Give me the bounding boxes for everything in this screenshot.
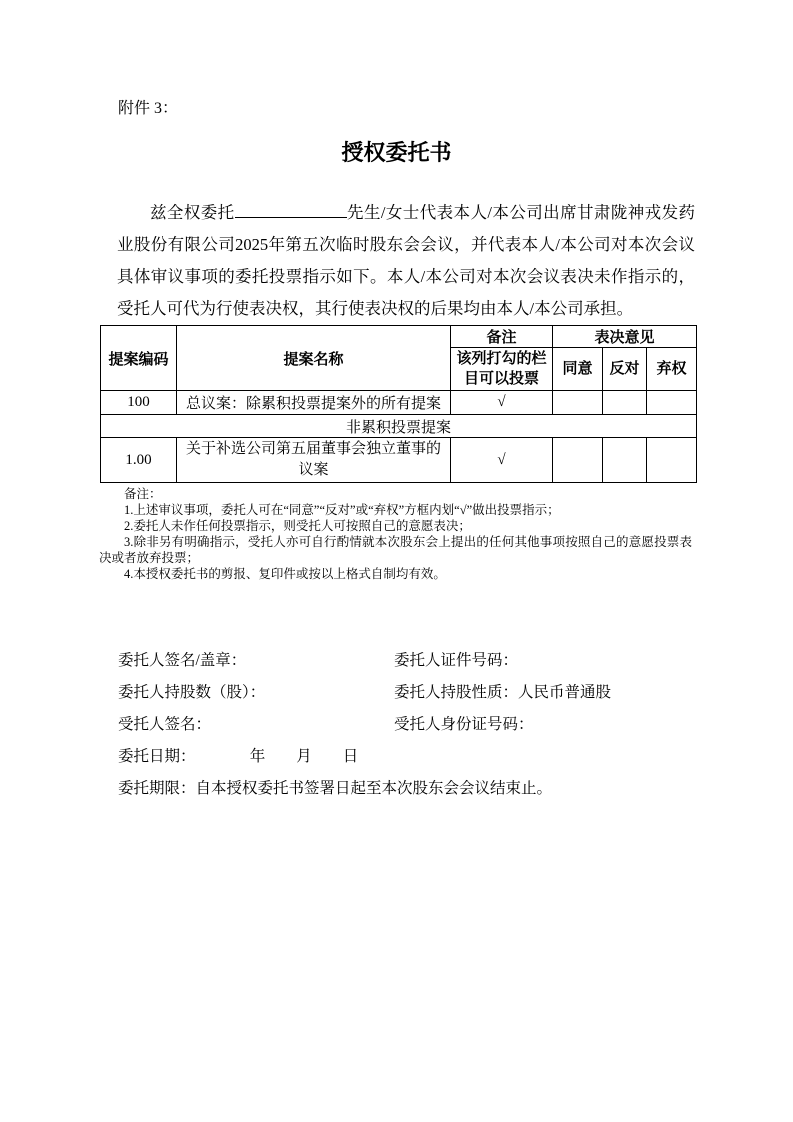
cell-proposal-name: 关于补选公司第五届董事会独立董事的议案 (177, 438, 451, 483)
principal-id-label: 委托人证件号码： (394, 652, 519, 669)
header-oppose: 反对 (603, 348, 647, 391)
cell-oppose-empty (603, 438, 647, 483)
notes-label: 备注： (124, 487, 162, 501)
document-title: 授权委托书 (341, 140, 452, 165)
cell-proposal-code: 1.00 (101, 438, 177, 483)
proposals-table (100, 325, 697, 483)
proxy-name-blank (235, 200, 347, 218)
principal-sign-label: 委托人签名/盖章： (118, 652, 247, 669)
share-type-label: 委托人持股性质： (394, 684, 519, 701)
cell-remark-checkmark: √ (451, 391, 553, 415)
principal-shares-label: 委托人持股数（股）： (118, 684, 266, 701)
authorization-term-line: 委托期限：自本授权委托书签署日起至本次股东会会议结束止。 (118, 780, 553, 797)
note-item: 1.上述审议事项，委托人可在“同意”“反对”或“弃权”方框内划“√”做出投票指示； (124, 503, 560, 517)
cell-proposal-code: 100 (101, 391, 177, 415)
cell-abstain-empty (647, 391, 697, 415)
header-remark-subtitle: 该列打勾的栏目可以投票 (451, 348, 553, 391)
note-item: 4.本授权委托书的剪报、复印件或按以上格式自制均有效。 (124, 567, 446, 581)
table-row (101, 391, 697, 415)
note-item: 3.除非另有明确指示，受托人亦可自行酌情就本次股东会上提出的任何其他事项按照自己的意愿投票表决或者放弃投票； (99, 535, 692, 565)
header-agree: 同意 (553, 348, 603, 391)
note-item: 2.委托人未作任何投票指示，则受托人可按照自己的意愿表决； (124, 519, 471, 533)
cell-agree-empty (553, 391, 603, 415)
table-row (101, 438, 697, 483)
header-remark: 备注 (451, 326, 553, 348)
cell-oppose-empty (603, 391, 647, 415)
intro-paragraph (117, 197, 695, 325)
section-label: 非累积投票提案 (101, 415, 697, 438)
agent-sign-label: 受托人签名： (118, 716, 212, 733)
table-section-row (101, 415, 697, 438)
cell-remark-checkmark: √ (451, 438, 553, 483)
cell-proposal-name: 总议案：除累积投票提案外的所有提案 (177, 391, 451, 415)
attachment-label: 附件 3： (118, 100, 179, 117)
agent-id-label: 受托人身份证号码： (394, 716, 534, 733)
header-abstain: 弃权 (647, 348, 697, 391)
header-proposal-code: 提案编码 (101, 326, 177, 391)
notes-section (99, 486, 692, 582)
intro-body-text: 先生/女士代表本人/本公司出席甘肃陇神戎发药业股份有限公司2025年第五次临时股东会会议，并代表本人/本公司对本次会议具体审议事项的委托投票指示如下。本人/本公司对本次会议表决未作指示的，受托人可代为行使表决权，其行使表决权的后果均由本人/本公司承担。 (117, 203, 696, 318)
intro-lead-text: 兹全权委托 (150, 203, 235, 222)
share-type-value: 人民币普通股 (518, 684, 612, 701)
header-vote-opinion: 表决意见 (553, 326, 697, 348)
signature-section (118, 645, 693, 805)
share-type-line (394, 677, 693, 709)
authorization-date-line: 委托日期： 年 月 日 (118, 748, 359, 765)
header-proposal-name: 提案名称 (177, 326, 451, 391)
cell-agree-empty (553, 438, 603, 483)
cell-abstain-empty (647, 438, 697, 483)
